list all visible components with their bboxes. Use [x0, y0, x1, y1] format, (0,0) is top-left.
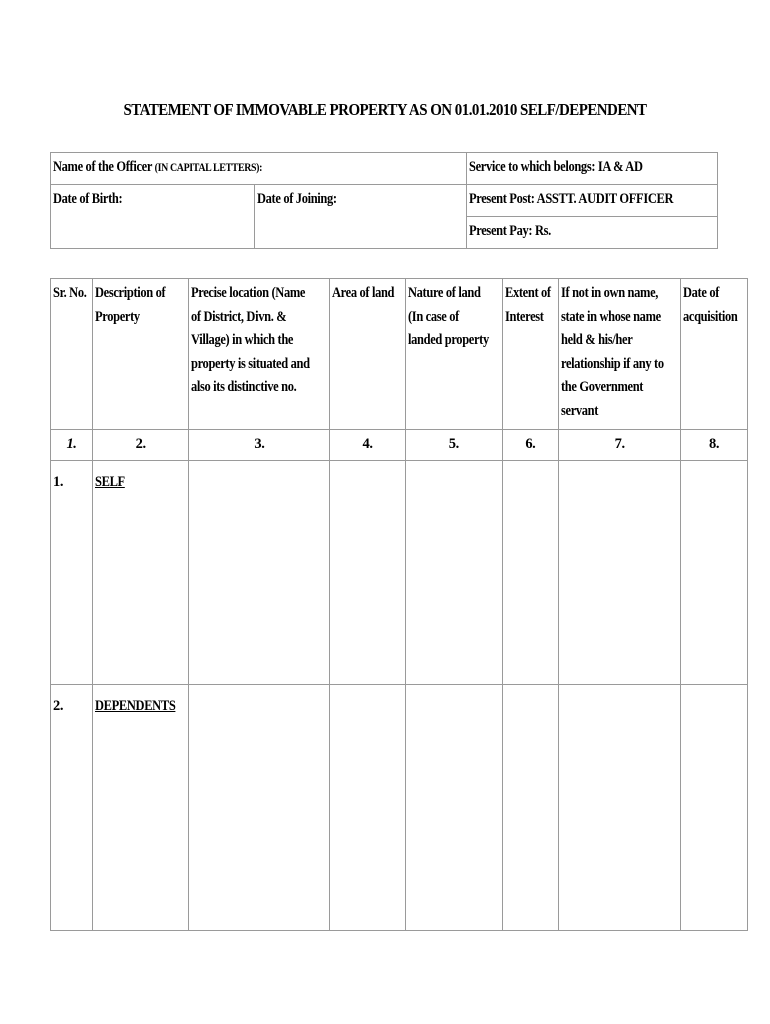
column-number-3: 3. — [189, 430, 330, 461]
column-header-line: Interest — [504, 308, 544, 325]
column-number-7: 7. — [558, 430, 680, 461]
row-2-entry-col-8[interactable] — [681, 685, 747, 931]
present-pay-label: Present Pay: Rs. — [469, 223, 551, 239]
column-header-3 — [189, 279, 330, 430]
column-header-line: also its distinctive no. — [191, 379, 297, 395]
column-header-line: servant — [560, 402, 599, 419]
present-post-cell[interactable] — [467, 185, 718, 217]
column-header-line: Nature of land — [407, 285, 481, 301]
row-1-entry-col-5[interactable] — [405, 461, 502, 685]
row-2-entry-col-4[interactable] — [330, 685, 405, 931]
row-label-text: DEPENDENTS — [94, 698, 176, 714]
row-1-entry-col-3[interactable] — [189, 461, 330, 685]
column-header-line: property is situated and — [191, 355, 311, 372]
row-2-entry-col-7[interactable] — [558, 685, 680, 931]
date-of-joining-label: Date of Joining: — [256, 191, 337, 207]
row-1-entry-col-4[interactable] — [330, 461, 405, 685]
page-title: STATEMENT OF IMMOVABLE PROPERTY AS ON 01.01.2010 SELF/DEPENDENT — [123, 100, 647, 119]
column-number-8: 8. — [681, 430, 747, 461]
column-header-6 — [502, 279, 558, 430]
column-header-2 — [92, 279, 189, 430]
column-header-line: (In case of — [407, 308, 459, 325]
column-header-line: If not in own name, — [560, 285, 659, 301]
row-2-entry-col-5[interactable] — [405, 685, 502, 931]
row-1-entry-col-8[interactable] — [681, 461, 747, 685]
date-of-birth-cell[interactable] — [51, 185, 255, 249]
column-number-6: 6. — [502, 430, 558, 461]
row-1-entry-col-7[interactable] — [558, 461, 680, 685]
present-pay-cell[interactable] — [467, 217, 718, 249]
service-label: Service to which belongs: IA & AD — [469, 159, 643, 175]
row-label-1[interactable] — [92, 461, 189, 685]
column-header-8 — [681, 279, 747, 430]
column-header-line: landed property — [407, 332, 489, 348]
column-header-4 — [330, 279, 405, 430]
row-2-entry-col-3[interactable] — [189, 685, 330, 931]
column-header-line: Precise location (Name — [191, 285, 306, 301]
row-serial-1[interactable]: 1. — [51, 461, 93, 685]
column-number-2: 2. — [92, 430, 189, 461]
officer-name-hint: (IN CAPITAL LETTERS): — [154, 162, 263, 174]
date-of-joining-cell[interactable] — [254, 185, 467, 249]
date-of-birth-label: Date of Birth: — [53, 191, 123, 207]
column-header-1 — [51, 279, 93, 430]
present-post-label: Present Post: ASSTT. AUDIT OFFICER — [469, 191, 674, 207]
row-1-entry-col-6[interactable] — [502, 461, 558, 685]
column-header-line: Extent of — [504, 285, 551, 301]
column-header-line: Description of — [94, 285, 166, 301]
column-header-line: Village) in which the — [191, 332, 294, 348]
column-header-line: state in whose name — [560, 308, 661, 325]
officer-name-label: Name of the Officer — [53, 159, 152, 175]
column-header-line: Sr. No. — [53, 285, 87, 301]
officer-name-cell[interactable] — [51, 153, 467, 185]
row-label-2[interactable] — [92, 685, 189, 931]
column-header-line: held & his/her — [560, 332, 633, 348]
column-header-line: the Government — [560, 379, 644, 395]
column-header-line: acquisition — [683, 308, 738, 325]
officer-info-table — [50, 152, 718, 249]
row-serial-2[interactable]: 2. — [51, 685, 93, 931]
service-cell[interactable] — [467, 153, 718, 185]
property-table — [50, 278, 748, 931]
column-header-7 — [558, 279, 680, 430]
column-header-line: Date of — [683, 285, 720, 301]
column-header-line: of District, Divn. & — [191, 308, 287, 325]
column-number-4: 4. — [330, 430, 405, 461]
row-label-text: SELF — [94, 474, 125, 490]
row-2-entry-col-6[interactable] — [502, 685, 558, 931]
column-number-5: 5. — [405, 430, 502, 461]
column-header-line: Property — [94, 308, 140, 325]
column-number-1: 1. — [51, 430, 93, 461]
column-header-line: Area of land — [332, 285, 395, 301]
column-header-line: relationship if any to — [560, 355, 664, 372]
column-header-5 — [405, 279, 502, 430]
